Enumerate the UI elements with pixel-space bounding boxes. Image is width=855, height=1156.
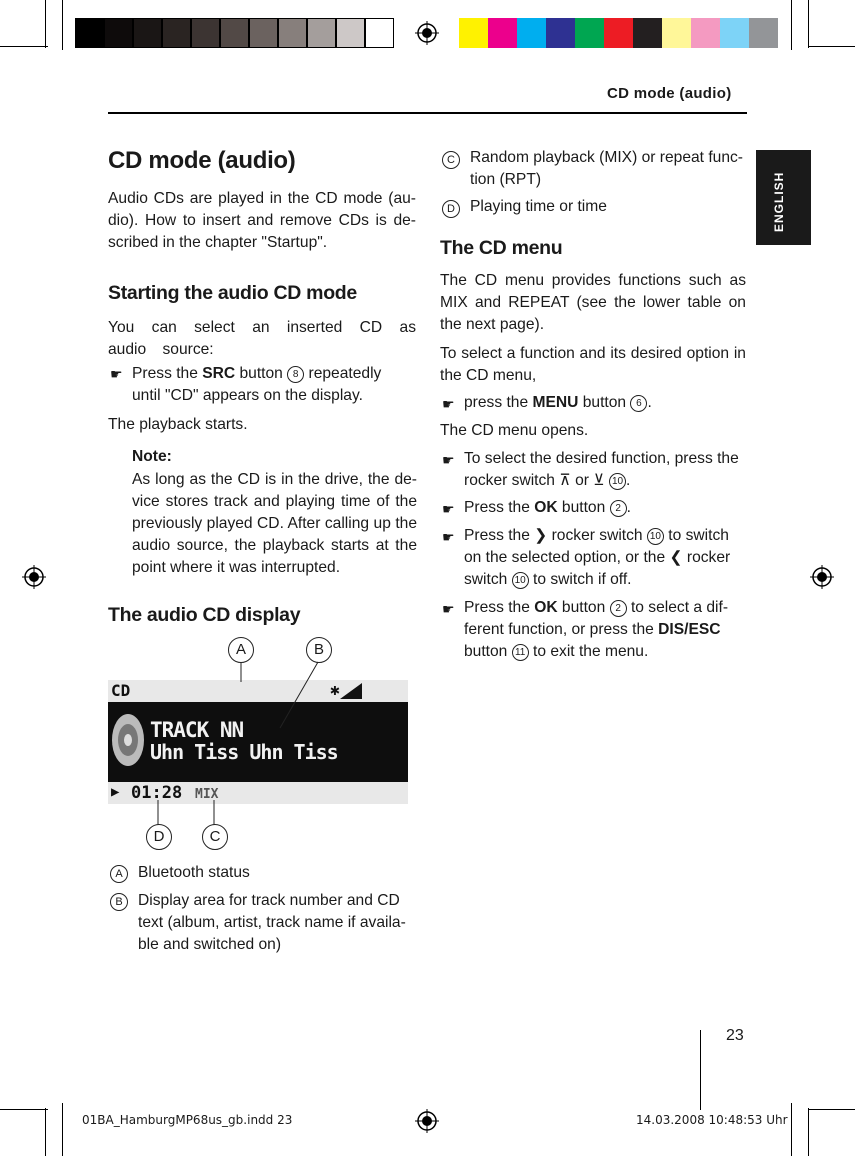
step-src: Press the SRC button 8 repeatedly until "CD" appears on the display.	[132, 365, 382, 404]
registration-mark-icon	[415, 1109, 439, 1133]
section-heading-menu: The CD menu	[440, 237, 563, 259]
registration-mark-icon	[22, 565, 46, 589]
color-swatch	[488, 18, 517, 48]
color-swatch	[604, 18, 633, 48]
dis-esc-button-label: DIS/ESC	[658, 621, 721, 638]
callout-c: C	[202, 824, 228, 850]
menu-button-label: MENU	[532, 394, 579, 411]
legend-key-d: D	[442, 200, 460, 218]
lcd-time: 01:28	[131, 783, 183, 803]
button-number-badge: 2	[610, 600, 627, 617]
color-swatch	[249, 18, 278, 48]
legend-text-d: Playing time or time	[470, 198, 607, 215]
hand-bullet-icon: ☛	[442, 452, 455, 468]
legend-text-a: Bluetooth status	[138, 864, 250, 881]
registration-mark-icon	[415, 21, 439, 45]
color-swatch	[633, 18, 662, 48]
menu-opens-text: The CD menu opens.	[440, 422, 589, 439]
color-swatch	[278, 18, 307, 48]
color-swatch	[162, 18, 191, 48]
playback-starts-text: The playback starts.	[108, 416, 248, 433]
footer-file: 01BA_HamburgMP68us_gb.indd 23	[82, 1113, 293, 1127]
button-number-badge: 2	[610, 500, 627, 517]
color-swatch	[749, 18, 778, 48]
button-number-badge: 10	[647, 528, 664, 545]
ok-button-label: OK	[534, 499, 558, 516]
color-swatch	[191, 18, 220, 48]
button-number-badge: 10	[609, 473, 626, 490]
color-swatch	[720, 18, 749, 48]
hand-bullet-icon: ☛	[442, 601, 455, 617]
lcd-mode: MIX	[195, 787, 219, 802]
intro-paragraph: Audio CDs are played in the CD mode (au-dio). How to insert and remove CDs is de-scribed in the chapter "Startup".	[108, 190, 416, 251]
play-icon: ▶	[111, 784, 120, 800]
button-number-badge: 11	[512, 644, 529, 661]
legend-key-c: C	[442, 151, 460, 169]
select-text: To select a function and its desired option in the CD menu,	[440, 345, 746, 384]
rocker-down-icon: ⊻	[593, 472, 605, 489]
hand-bullet-icon: ☛	[110, 366, 123, 382]
footer-date: 14.03.2008 10:48:53 Uhr	[636, 1113, 788, 1127]
legend-key-a: A	[110, 865, 128, 883]
page-number: 23	[726, 1027, 744, 1044]
color-swatch	[133, 18, 162, 48]
button-number-badge: 6	[630, 395, 647, 412]
rocker-right-icon: ❯	[534, 527, 548, 544]
section-heading-display: The audio CD display	[108, 604, 301, 626]
color-swatch	[546, 18, 575, 48]
color-swatch	[336, 18, 365, 48]
rocker-left-icon: ❮	[669, 549, 683, 566]
color-swatch	[662, 18, 691, 48]
button-number-badge: 10	[512, 572, 529, 589]
button-number-badge: 8	[287, 366, 304, 383]
running-header: CD mode (audio)	[607, 85, 732, 102]
callout-leaders	[108, 650, 418, 840]
color-swatch	[691, 18, 720, 48]
start-text: You can select an inserted CD as audio source:	[108, 319, 416, 358]
language-tab	[756, 150, 811, 245]
legend-text-b: Display area for track number and CD text (album, artist, track name if availa-ble and switched on)	[138, 892, 406, 953]
callout-b: B	[306, 637, 332, 663]
legend-key-b: B	[110, 893, 128, 911]
callout-a: A	[228, 637, 254, 663]
color-swatch	[365, 18, 394, 48]
color-swatch	[307, 18, 336, 48]
legend-text-c: Random playback (MIX) or repeat func-tion (RPT)	[470, 149, 744, 188]
step-rocker: Press the ❯ rocker switch 10 to switch on the selected option, or the ❮ rocker switch 10 to switch if off.	[464, 527, 731, 588]
ok-button-label: OK	[534, 599, 558, 616]
color-swatch	[104, 18, 133, 48]
color-swatch	[459, 18, 488, 48]
language-tab-label: ENGLISH	[772, 171, 786, 232]
hand-bullet-icon: ☛	[442, 501, 455, 517]
src-button-label: SRC	[202, 365, 236, 382]
step-select: To select the desired function, press the rocker switch ⊼ or ⊻ 10 .	[464, 450, 739, 489]
header-rule	[108, 112, 747, 114]
note-text: As long as the CD is in the drive, the de-vice stores track and playing time of the previously played CD. After calling up the audio source, the playback starts at the point where it was interrupted.	[132, 471, 417, 576]
lcd-text-line: Uhn Tiss Uhn Tiss	[150, 740, 338, 764]
rocker-up-icon: ⊼	[559, 472, 571, 489]
lcd-source: CD	[111, 681, 131, 700]
hand-bullet-icon: ☛	[442, 396, 455, 412]
color-swatch	[575, 18, 604, 48]
note-label: Note:	[132, 448, 172, 465]
registration-mark-icon	[810, 565, 834, 589]
step-menu: press the MENU button 6 .	[464, 394, 652, 411]
bluetooth-icon: ✱	[330, 680, 340, 699]
menu-text: The CD menu provides functions such as MIX and REPEAT (see the lower table on the next page).	[440, 272, 746, 333]
hand-bullet-icon: ☛	[442, 529, 455, 545]
step-ok: Press the OK button 2 .	[464, 499, 631, 516]
callout-d: D	[146, 824, 172, 850]
page-title: CD mode (audio)	[108, 147, 296, 174]
color-swatch	[517, 18, 546, 48]
section-heading-start: Starting the audio CD mode	[108, 282, 357, 304]
color-swatch	[220, 18, 249, 48]
step-ok-escape: Press the OK button 2 to select a dif- ferent function, or press the DIS/ESC button 11 to exit the menu.	[464, 599, 729, 660]
color-swatch	[75, 18, 104, 48]
lcd-track-line: TRACK NN	[150, 718, 244, 742]
